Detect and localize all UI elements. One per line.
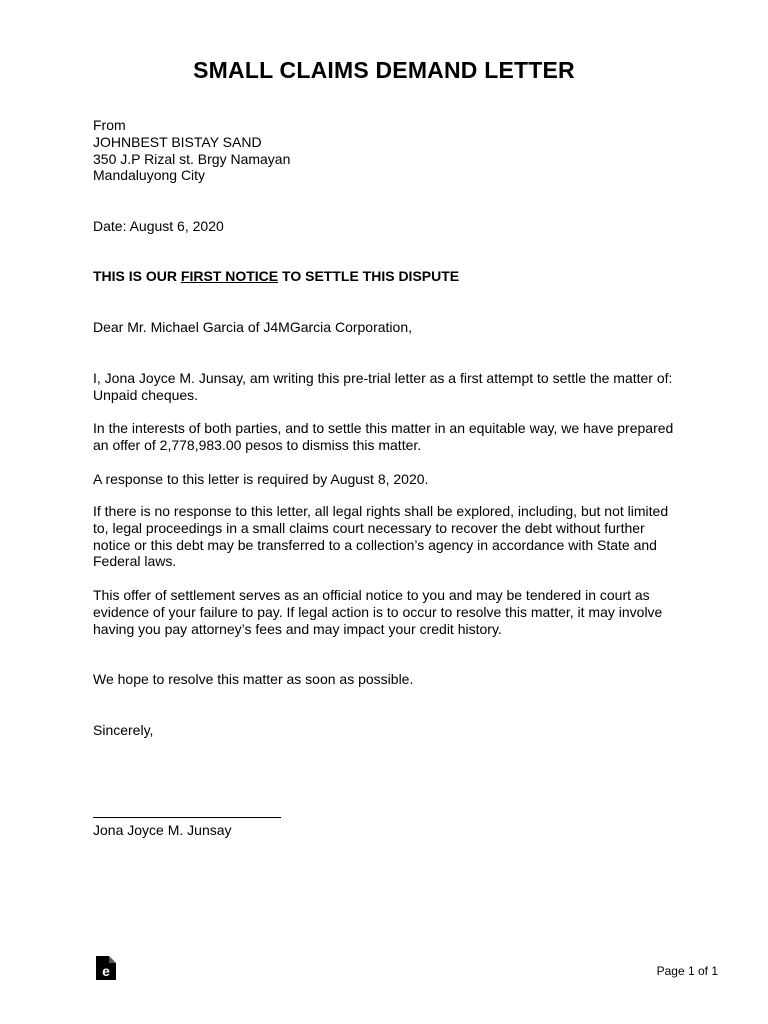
document-title: SMALL CLAIMS DEMAND LETTER [193,57,575,83]
from-label: From [93,117,126,133]
sender-address-line-2: Mandaluyong City [93,167,206,184]
closing: Sincerely, [93,722,154,738]
eforms-logo-icon [96,956,116,980]
page-number: Page 1 of 1 [656,964,718,978]
paragraph-deadline: A response to this letter is required by August 8, 2020. [93,471,429,487]
sender-block [93,117,683,184]
letter-date: Date: August 6, 2020 [93,218,224,234]
signature-name: Jona Joyce M. Junsay [93,822,232,838]
signature-line [93,807,281,818]
paragraph-offer: In the interests of both parties, and to settle this matter in an equitable way, we have prepared an offer of 2,778,983.00 pesos to dismiss this matter. [93,420,674,453]
paragraph-closing-remark: We hope to resolve this matter as soon as possible. [93,671,414,687]
paragraph-intro: I, Jona Joyce M. Junsay, am writing this pre-trial letter as a first attempt to settle the matter of: Unpaid cheques. [93,370,673,403]
svg-text:e: e [102,963,110,979]
salutation: Dear Mr. Michael Garcia of J4MGarcia Corporation, [93,319,412,335]
notice-suffix: TO SETTLE THIS DISPUTE [278,268,460,284]
paragraph-legal-rights: If there is no response to this letter, all legal rights shall be explored, including, but not limited to, legal proceedings in a small claims court necessary to recover the debt without further notice or this debt may be transferred to a collection’s agency in accordance with State and Federal laws. [93,503,669,570]
notice-prefix: THIS IS OUR [93,268,181,284]
paragraph-settlement-notice: This offer of settlement serves as an official notice to you and may be tendered in court as evidence of your failure to pay. If legal action is to occur to resolve this matter, it may involve having you pay attorney’s fees and may impact your credit history. [93,587,663,637]
notice-emphasis: FIRST NOTICE [180,268,279,284]
notice-heading [93,268,683,285]
sender-address-line-1: 350 J.P Rizal st. Brgy Namayan [93,150,291,167]
sender-name: JOHNBEST BISTAY SAND [93,133,262,150]
